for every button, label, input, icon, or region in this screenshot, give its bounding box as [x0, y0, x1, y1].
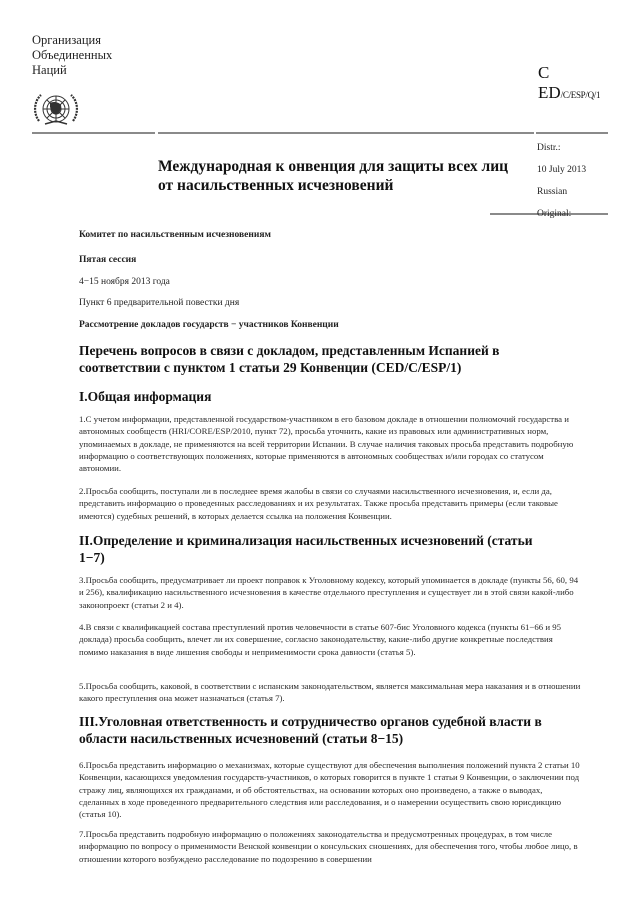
organization-line-1: Организация [32, 33, 101, 47]
paragraph-4: 4.В связи с квалификацией состава преступлений против человечности в статье 607-бис Уголовного кодекса (пункты 61−66 и 95 доклада) просьба сообщить, влечет ли их совершение, согласно законодательству, какие-либо другие конкретные последствия помимо наказания в виде лишения свободы и неприменимости срока давности (статья 5). [79, 622, 562, 657]
section-heading-2: II.Определение и криминализация насильственных исчезновений (статьи 1−7) [79, 533, 533, 565]
paragraph-7: 7.Просьба представить подробную информацию о положениях законодательства и предусмотренных процедурах, в том числе информацию по вопросу о применимости Венской конвенции о консульских сношениях, для обеспечения того, чтобы любое лицо, в отношении которого возбуждено расследование по подозрению в совершении [79, 829, 578, 864]
symbol-line [538, 83, 600, 105]
symbol-main: ED [538, 83, 561, 102]
agenda-item: Пункт 6 предварительной повестки дня [79, 298, 240, 308]
distr-date: 10 July 2013 [537, 165, 587, 175]
distr-label: Distr.: [537, 143, 561, 153]
organization-name [32, 33, 112, 78]
paragraph-3: 3.Просьба сообщить, предусматривает ли проект поправок к Уголовному кодексу, который упоминается в докладе (пункты 56, 60, 94 и 256), квалификацию насильственного исчезновения в качестве отдельного преступления и существует ли в этой связи какой-либо законопроект (статьи 2 и 4). [79, 575, 579, 610]
section-heading-1: I.Общая информация [79, 389, 212, 404]
symbol-suffix: /C/ESP/Q/1 [560, 90, 601, 100]
distr-original: Original: [537, 209, 572, 219]
paragraph-2: 2.Просьба сообщить, поступали ли в последнее время жалобы в связи со случаями насильственного исчезновения, и, если да, представить информацию о проведенных расследованиях и их результатах. Также просьба представить примеры (если таковые имеются) судебных решений, в которых делается ссылка на положения Конвенции. [79, 486, 558, 521]
paragraph-6: 6.Просьба представить информацию о механизмах, которые существуют для обеспечения выполнения положений пункта 2 статьи 10 Конвенции, касающихся уведомления государств-участников, о которых говорится в пункте 1 статьи 9 Конвенции, о заключении под стражу лиц, являющихся их гражданами, и об обстоятельствах, на основании которых оно произведено, а также о выводах, сделанных в ходе проведенного предварительного следствия или расследования, и о намерении осуществить свою юрисдикцию (статья 10). [79, 760, 580, 820]
document-title: Перечень вопросов в связи с докладом, представленным Испанией в соответствии с пунктом 1 статьи 29 Конвенции (CED/C/ESP/1) [79, 343, 500, 375]
paragraph-5: 5.Просьба сообщить, каковой, в соответствии с испанским законодательством, является максимальная мера наказания и в отношении какого преступления она может назначаться (статья 7). [79, 681, 581, 704]
section-heading-3: III.Уголовная ответственность и сотрудничество органов судебной власти в области насильственных исчезновений (статьи 8−15) [79, 714, 542, 746]
distribution-block [537, 137, 586, 225]
convention-title-line-1: Международная к онвенция для защиты всех лиц [158, 158, 509, 175]
convention-title-line-2: от насильственных исчезновений [158, 177, 394, 194]
un-emblem-icon [31, 91, 81, 129]
distr-language: Russian [537, 187, 568, 197]
session-name: Пятая сессия [79, 255, 137, 265]
session-dates: 4−15 ноября 2013 года [79, 277, 170, 287]
symbol-prefix: C [538, 63, 550, 82]
header-rule-left [32, 132, 155, 134]
header-rule-middle [158, 132, 534, 134]
organization-line-3: Наций [32, 63, 67, 77]
organization-line-2: Объединенных [32, 48, 113, 62]
convention-title [158, 157, 508, 195]
committee-name: Комитет по насильственным исчезновениям [79, 230, 271, 240]
header-rule-right [536, 132, 608, 134]
agenda-topic: Рассмотрение докладов государств − участников Конвенции [79, 320, 339, 330]
document-symbol [538, 63, 600, 105]
paragraph-1: 1.С учетом информации, представленной государством-участником в его базовом докладе в отношении полномочий государства и автономных сообществ (HRI/CORE/ESP/2010, пункт 72), просьба уточнить, какие из правовых или административных норм, упоминаемых в докладе, не применяются на всей территории Испании. В случае наличия таковых просьба представить подробную информацию о соответствующих положениях, которые применяются в автономных сообществах и/или городах со статусом автономии. [79, 414, 574, 474]
